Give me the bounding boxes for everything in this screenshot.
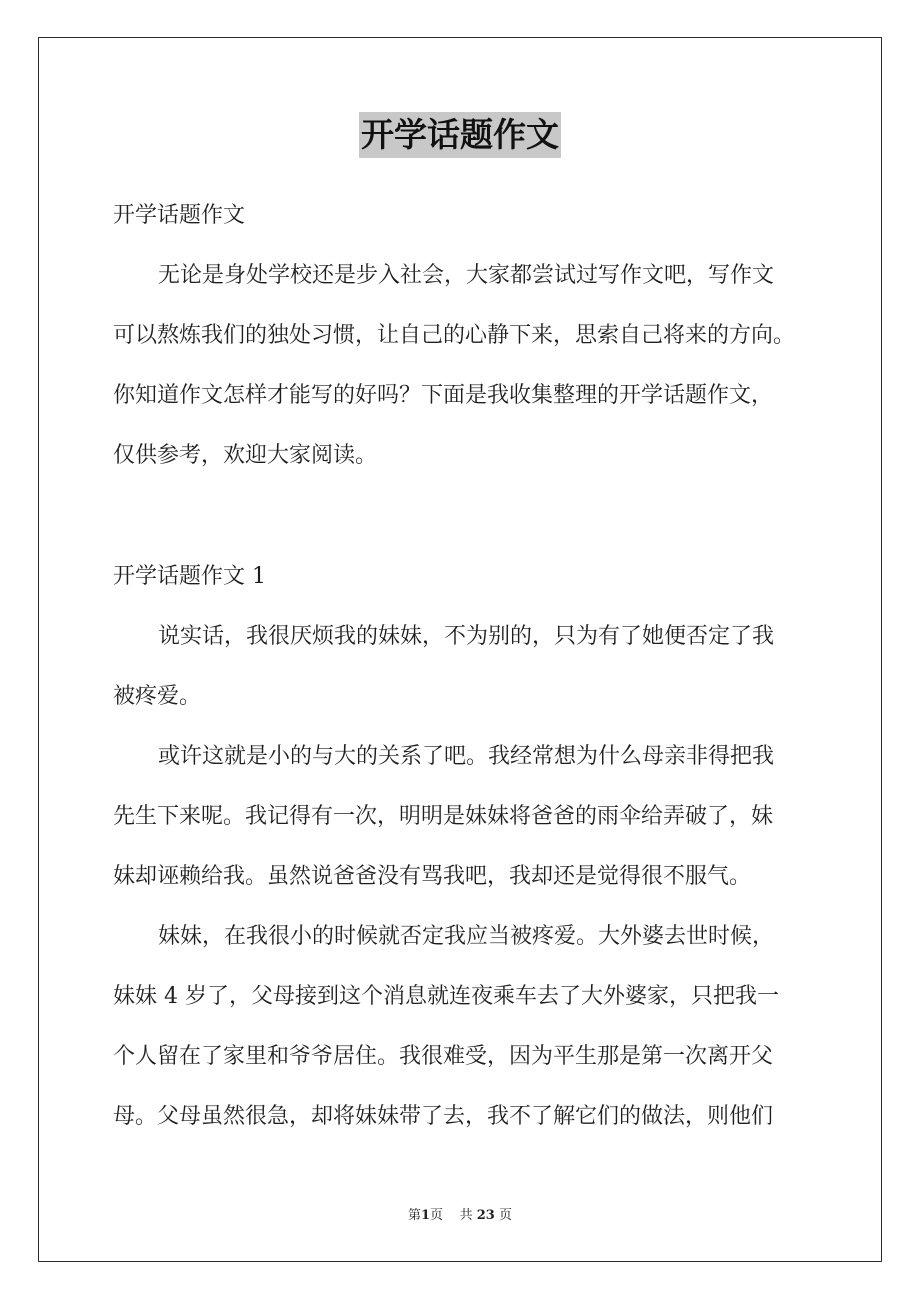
paragraph3-line-4: 母。父母虽然很急，却将妹妹带了去，我不了解它们的做法，则他们 bbox=[113, 1104, 774, 1129]
document-title: 开学话题作文 bbox=[359, 112, 561, 158]
footer-total-prefix: 共 bbox=[459, 1208, 473, 1223]
paragraph2-line-3: 妹却诬赖给我。虽然说爸爸没有骂我吧，我却还是觉得很不服气。 bbox=[113, 864, 752, 889]
page-footer bbox=[0, 1207, 920, 1225]
title-container bbox=[0, 112, 920, 158]
paragraph3-line-1: 妹妹，在我很小的时候就否定我应当被疼爱。大外婆去世时候， bbox=[158, 924, 775, 949]
paragraph3-line-3: 个人留在了家里和爷爷居住。我很难受，因为平生那是第一次离开父 bbox=[113, 1044, 774, 1069]
paragraph2-line-1: 或许这就是小的与大的关系了吧。我经常想为什么母亲非得把我 bbox=[158, 744, 775, 769]
paragraph1-line-1: 说实话，我很厌烦我的妹妹，不为别的，只为有了她便否定了我 bbox=[158, 624, 775, 649]
footer-page-prefix: 第 bbox=[407, 1208, 421, 1223]
paragraph1-line-2: 被疼爱。 bbox=[113, 684, 202, 709]
footer-page-total: 23 bbox=[476, 1208, 495, 1223]
paragraph3-line-2: 妹妹 4 岁了，父母接到这个消息就连夜乘车去了大外婆家，只把我一 bbox=[113, 984, 779, 1009]
footer-total-suffix: 页 bbox=[498, 1208, 512, 1223]
document-subtitle: 开学话题作文 bbox=[113, 203, 246, 228]
footer-page-current: 1 bbox=[421, 1208, 431, 1223]
intro-line-2: 可以熬炼我们的独处习惯，让自己的心静下来，思索自己将来的方向。 bbox=[113, 323, 796, 348]
intro-line-1: 无论是身处学校还是步入社会，大家都尝试过写作文吧，写作文 bbox=[158, 263, 775, 288]
intro-line-3: 你知道作文怎样才能写的好吗？下面是我收集整理的开学话题作文， bbox=[113, 383, 774, 408]
section-heading: 开学话题作文 1 bbox=[113, 564, 266, 589]
footer-page-label: 页 bbox=[430, 1208, 444, 1223]
paragraph2-line-2: 先生下来呢。我记得有一次，明明是妹妹将爸爸的雨伞给弄破了，妹 bbox=[113, 804, 774, 829]
intro-line-4: 仅供参考，欢迎大家阅读。 bbox=[113, 443, 378, 468]
